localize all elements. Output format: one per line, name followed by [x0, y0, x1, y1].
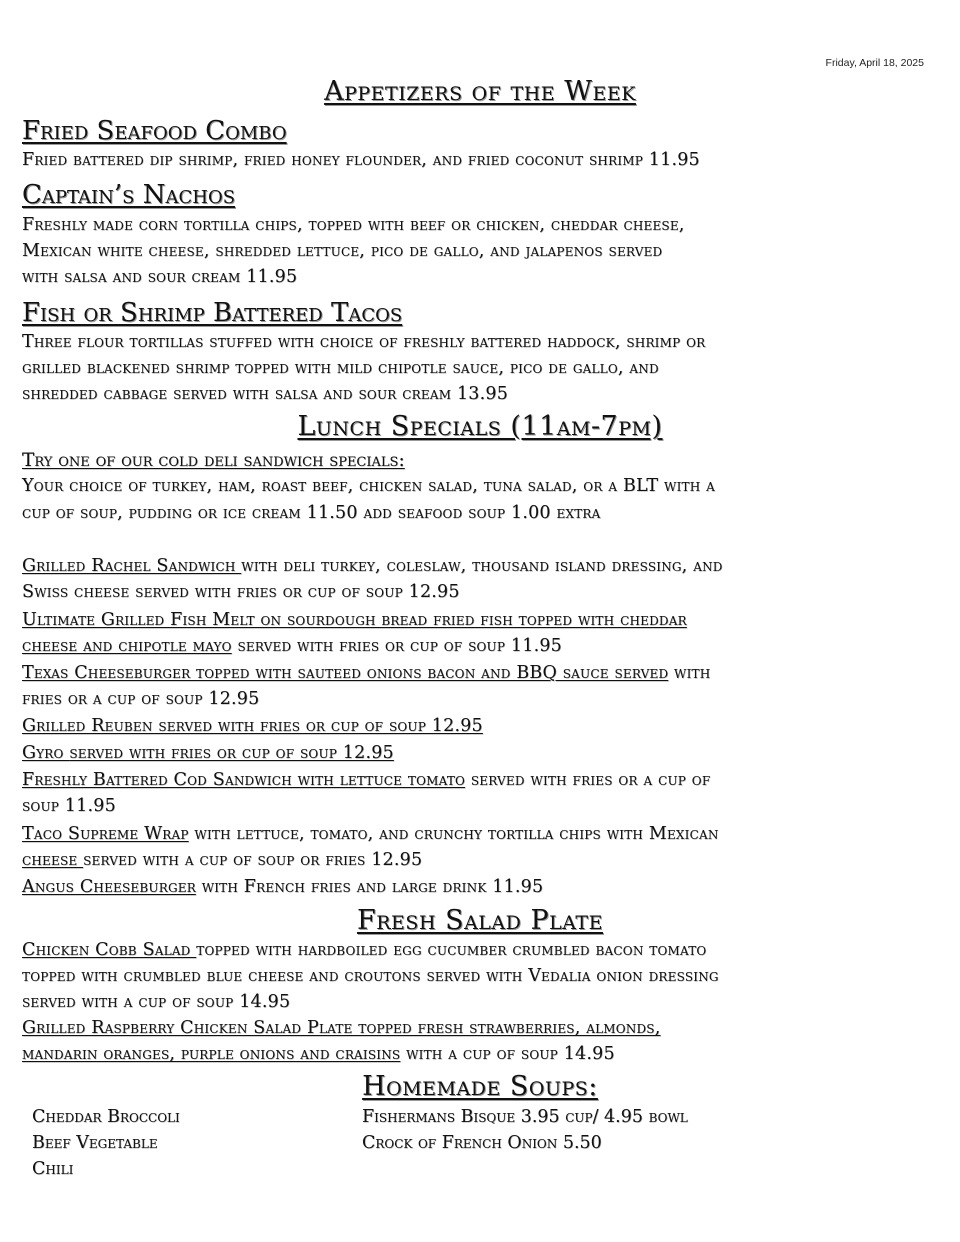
texas-name: Texas Cheeseburger topped with sauteed onions bacon and BBQ sauce served [22, 663, 669, 683]
fish-melt-rest: served with fries or cup of soup 11.95 [231, 636, 563, 656]
cod-name: Freshly Battered Cod Sandwich with lettuce tomato [22, 770, 466, 790]
nachos-desc-2: Mexican white cheese, shredded lettuce, pico de gallo, and jalapenos served [22, 241, 663, 261]
cod-line-1 [22, 770, 710, 790]
taco-wrap-rest-2: served with a cup of soup or fries 12.95 [83, 850, 423, 870]
deli-subhead: Try one of our cold deli sandwich specials: [22, 450, 405, 471]
raspberry-underlined: mandarin oranges, purple onions and craisins [22, 1044, 401, 1064]
tacos-desc-1: Three flour tortillas stuffed with choice of freshly battered haddock, shrimp or [22, 332, 706, 352]
nachos-desc-3: with salsa and sour cream 11.95 [22, 267, 298, 287]
seafood-combo-title: Fried Seafood Combo [22, 116, 287, 146]
nachos-desc-1: Freshly made corn tortilla chips, topped with beef or chicken, cheddar cheese, [22, 215, 685, 235]
soup-left-2: Beef Vegetable [32, 1133, 158, 1153]
angus-rest: with French fries and large drink 11.95 [195, 877, 544, 897]
soups-heading: Homemade Soups: [362, 1071, 598, 1102]
soup-right-2: Crock of French Onion 5.50 [362, 1133, 602, 1153]
texas-rest: with [668, 663, 711, 683]
lunch-heading: Lunch Specials (11am-7pm) [297, 411, 663, 442]
fish-melt-line-2 [22, 636, 562, 656]
deli-desc-2: cup of soup, pudding or ice cream 11.50 add seafood soup 1.00 extra [22, 503, 601, 523]
taco-wrap-line-1 [22, 824, 719, 844]
cod-line-2: soup 11.95 [22, 796, 116, 816]
raspberry-line-1: Grilled Raspberry Chicken Salad Plate topped fresh strawberries, almonds, [22, 1018, 661, 1038]
tacos-title: Fish or Shrimp Battered Tacos [22, 298, 403, 328]
gyro-line [22, 743, 394, 763]
fish-melt-underlined: cheese and chipotle mayo [22, 636, 232, 656]
angus-line [22, 877, 543, 897]
soup-left-3: Chili [32, 1159, 74, 1179]
deli-desc-1: Your choice of turkey, ham, roast beef, chicken salad, tuna salad, or a BLT with a [22, 476, 716, 496]
tacos-desc-2: grilled blackened shrimp topped with mild chipotle sauce, pico de gallo, and [22, 358, 659, 378]
nachos-title: Captain’s Nachos [22, 180, 236, 210]
tacos-desc-3: shredded cabbage served with salsa and sour cream 13.95 [22, 384, 509, 404]
seafood-combo-desc: Fried battered dip shrimp, fried honey flounder, and fried coconut shrimp 11.95 [22, 150, 700, 170]
rachel-line-2: Swiss cheese served with fries or cup of soup 12.95 [22, 582, 460, 602]
gyro-rest: served with fries or cup of soup 12.95 [69, 743, 394, 763]
texas-line-1 [22, 663, 710, 683]
taco-wrap-name: Taco Supreme Wrap [22, 824, 189, 844]
cobb-line-2: topped with crumbled blue cheese and croutons served with Vedalia onion dressing [22, 966, 719, 986]
raspberry-line-2 [22, 1044, 615, 1064]
raspberry-rest: with a cup of soup 14.95 [400, 1044, 615, 1064]
soup-right-1: Fishermans Bisque 3.95 cup/ 4.95 bowl [362, 1107, 688, 1127]
menu-date: Friday, April 18, 2025 [825, 57, 924, 69]
cod-rest: served with fries or a cup of [465, 770, 711, 790]
rachel-name: Grilled Rachel Sandwich [22, 556, 242, 576]
texas-line-2: fries or a cup of soup 12.95 [22, 689, 260, 709]
taco-wrap-rest: with lettuce, tomato, and crunchy tortilla chips with Mexican [188, 824, 719, 844]
fish-melt-line-1: Ultimate Grilled Fish Melt on sourdough bread fried fish topped with cheddar [22, 610, 687, 630]
appetizers-heading: Appetizers of the Week [324, 76, 636, 107]
taco-wrap-underlined: cheese [22, 850, 84, 870]
cobb-line-1 [22, 940, 706, 960]
rachel-line-1 [22, 556, 723, 576]
cobb-line-3: served with a cup of soup 14.95 [22, 992, 291, 1012]
gyro-name: Gyro [22, 743, 70, 763]
cobb-name: Chicken Cobb Salad [22, 940, 197, 960]
angus-name: Angus Cheeseburger [22, 877, 196, 897]
taco-wrap-line-2 [22, 850, 422, 870]
cobb-rest: topped with hardboiled egg cucumber crumbled bacon tomato [196, 940, 707, 960]
soup-left-1: Cheddar Broccoli [32, 1107, 180, 1127]
salad-heading: Fresh Salad Plate [357, 905, 603, 936]
reuben-line: Grilled Reuben served with fries or cup of soup 12.95 [22, 716, 483, 736]
rachel-desc: with deli turkey, coleslaw, thousand island dressing, and [241, 556, 723, 576]
